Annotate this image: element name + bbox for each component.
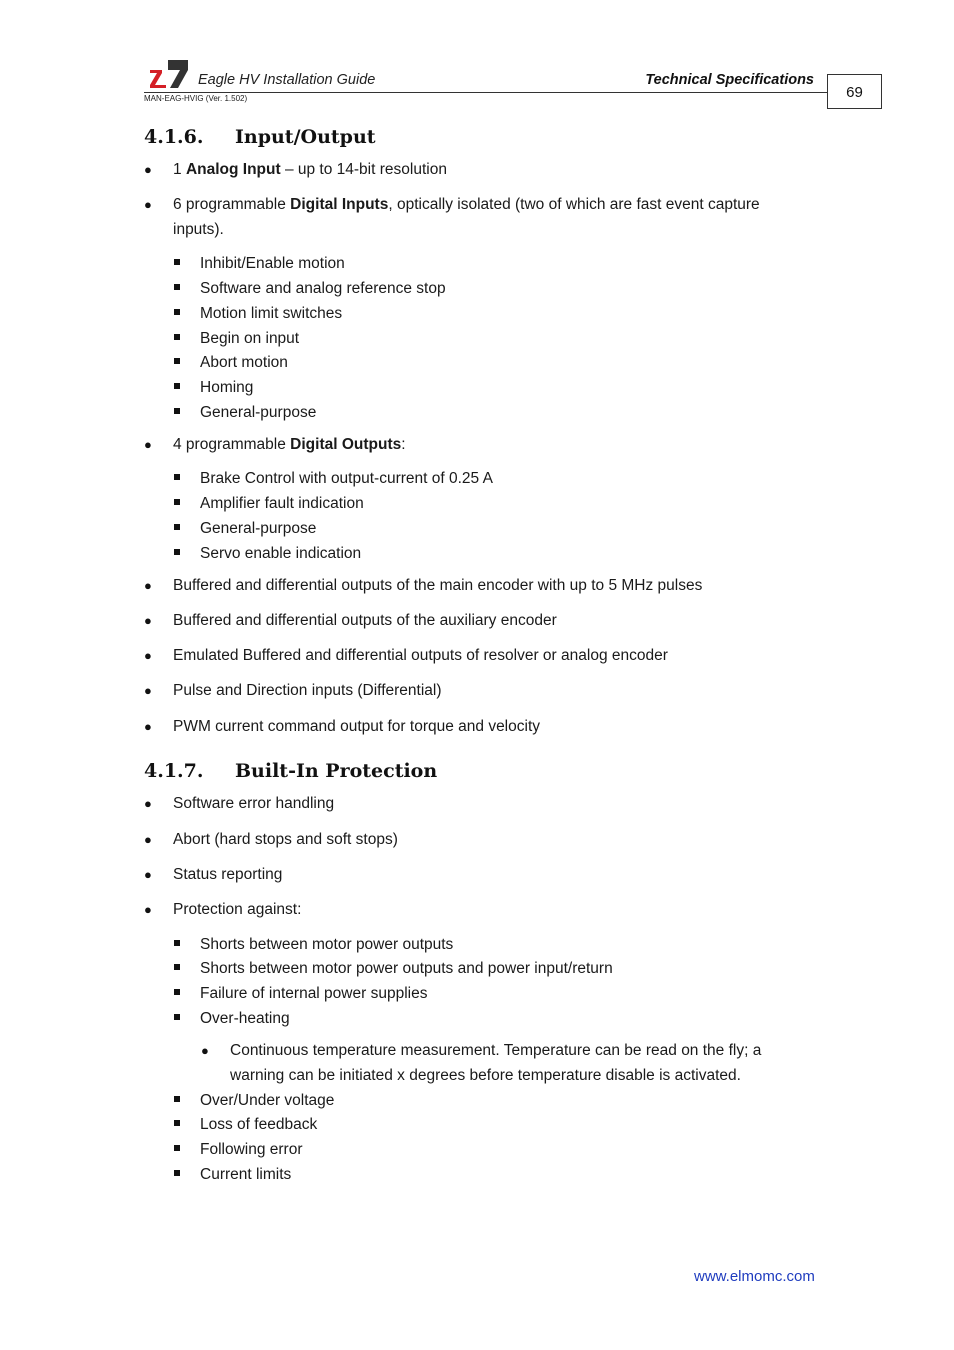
bullet-dot-icon: ●: [144, 613, 152, 628]
sub-list-item: Homing: [200, 379, 254, 396]
list-item: Buffered and differential outputs of the auxiliary encoder: [173, 612, 557, 629]
heading-number: 4.1.7.: [144, 760, 204, 782]
bullet-square-icon: [174, 474, 180, 480]
sub-list-item: Over/Under voltage: [200, 1092, 335, 1109]
sub-list-item: Inhibit/Enable motion: [200, 255, 345, 272]
bullet-square-icon: [174, 499, 180, 505]
sub-list-item: Motion limit switches: [200, 305, 343, 322]
sub-list-item: Brake Control with output-current of 0.25 A: [200, 470, 493, 487]
heading-text: Input/Output: [235, 126, 376, 148]
bullet-dot-icon: ●: [144, 796, 152, 811]
bullet-square-icon: [174, 358, 180, 364]
list-item: 1 Analog Input – up to 14-bit resolution: [173, 161, 447, 178]
heading-built-in-protection: [144, 760, 544, 784]
page-number: 69: [827, 74, 882, 109]
sub-list-item: Failure of internal power supplies: [200, 985, 428, 1002]
list-item: Emulated Buffered and differential outputs of resolver or analog encoder: [173, 647, 668, 664]
bullet-square-icon: [174, 408, 180, 414]
section-title: Technical Specifications: [645, 72, 814, 88]
bullet-square-icon: [174, 1145, 180, 1151]
list-item: Abort (hard stops and soft stops): [173, 831, 398, 848]
bullet-square-icon: [174, 1170, 180, 1176]
bullet-square-icon: [174, 940, 180, 946]
bullet-square-icon: [174, 334, 180, 340]
bullet-square-icon: [174, 1014, 180, 1020]
list-item: 6 programmable Digital Inputs, optically isolated (two of which are fast event capture: [173, 196, 760, 213]
bullet-dot-icon: ●: [144, 902, 152, 917]
bullet-square-icon: [174, 549, 180, 555]
list-item: PWM current command output for torque and velocity: [173, 718, 540, 735]
elmo-logo: [148, 58, 190, 88]
bullet-dot-icon: ●: [144, 578, 152, 593]
bullet-square-icon: [174, 1096, 180, 1102]
nested-list-item-continuation: warning can be initiated x degrees before temperature disable is activated.: [230, 1067, 741, 1084]
sub-list-item: Shorts between motor power outputs: [200, 936, 454, 953]
document-title: Eagle HV Installation Guide: [198, 72, 376, 88]
bullet-square-icon: [174, 524, 180, 530]
footer-website-link[interactable]: www.elmomc.com: [694, 1268, 815, 1285]
sub-list-item: Software and analog reference stop: [200, 280, 446, 297]
heading-input-output: [144, 126, 544, 150]
bullet-square-icon: [174, 964, 180, 970]
sub-list-item: Following error: [200, 1141, 303, 1158]
bullet-square-icon: [174, 989, 180, 995]
list-item: 4 programmable Digital Outputs:: [173, 436, 406, 453]
sub-list-item: General-purpose: [200, 404, 317, 421]
sub-list-item: Current limits: [200, 1166, 292, 1183]
bullet-square-icon: [174, 1120, 180, 1126]
sub-list-item: Begin on input: [200, 330, 300, 347]
sub-list-item: Servo enable indication: [200, 545, 362, 562]
bullet-square-icon: [174, 309, 180, 315]
nested-list-item: Continuous temperature measurement. Temperature can be read on the fly; a: [230, 1042, 762, 1059]
bullet-dot-icon: ●: [144, 437, 152, 452]
bullet-dot-icon: ●: [144, 832, 152, 847]
document-version: MAN-EAG-HVIG (Ver. 1.502): [144, 94, 248, 103]
sub-list-item: General-purpose: [200, 520, 317, 537]
list-item: Pulse and Direction inputs (Differential): [173, 682, 442, 699]
bullet-dot-icon: ●: [144, 162, 152, 177]
list-item: Buffered and differential outputs of the main encoder with up to 5 MHz pulses: [173, 577, 703, 594]
bullet-dot-icon: ●: [144, 648, 152, 663]
heading-text: Built-In Protection: [235, 760, 438, 782]
heading-number: 4.1.6.: [144, 126, 204, 148]
list-item: Software error handling: [173, 795, 335, 812]
sub-list-item: Shorts between motor power outputs and power input/return: [200, 960, 613, 977]
list-item: Protection against:: [173, 901, 302, 918]
bullet-dot-icon: ●: [144, 719, 152, 734]
list-item: Status reporting: [173, 866, 283, 883]
sub-list-item: Loss of feedback: [200, 1116, 318, 1133]
bullet-square-icon: [174, 284, 180, 290]
header-rule: [144, 92, 828, 93]
bullet-dot-icon: ●: [201, 1043, 209, 1058]
bullet-square-icon: [174, 259, 180, 265]
bullet-square-icon: [174, 383, 180, 389]
list-item-continuation: inputs).: [173, 221, 224, 238]
sub-list-item: Amplifier fault indication: [200, 495, 364, 512]
bullet-dot-icon: ●: [144, 197, 152, 212]
sub-list-item: Over-heating: [200, 1010, 290, 1027]
bullet-dot-icon: ●: [144, 867, 152, 882]
sub-list-item: Abort motion: [200, 354, 288, 371]
bullet-dot-icon: ●: [144, 683, 152, 698]
